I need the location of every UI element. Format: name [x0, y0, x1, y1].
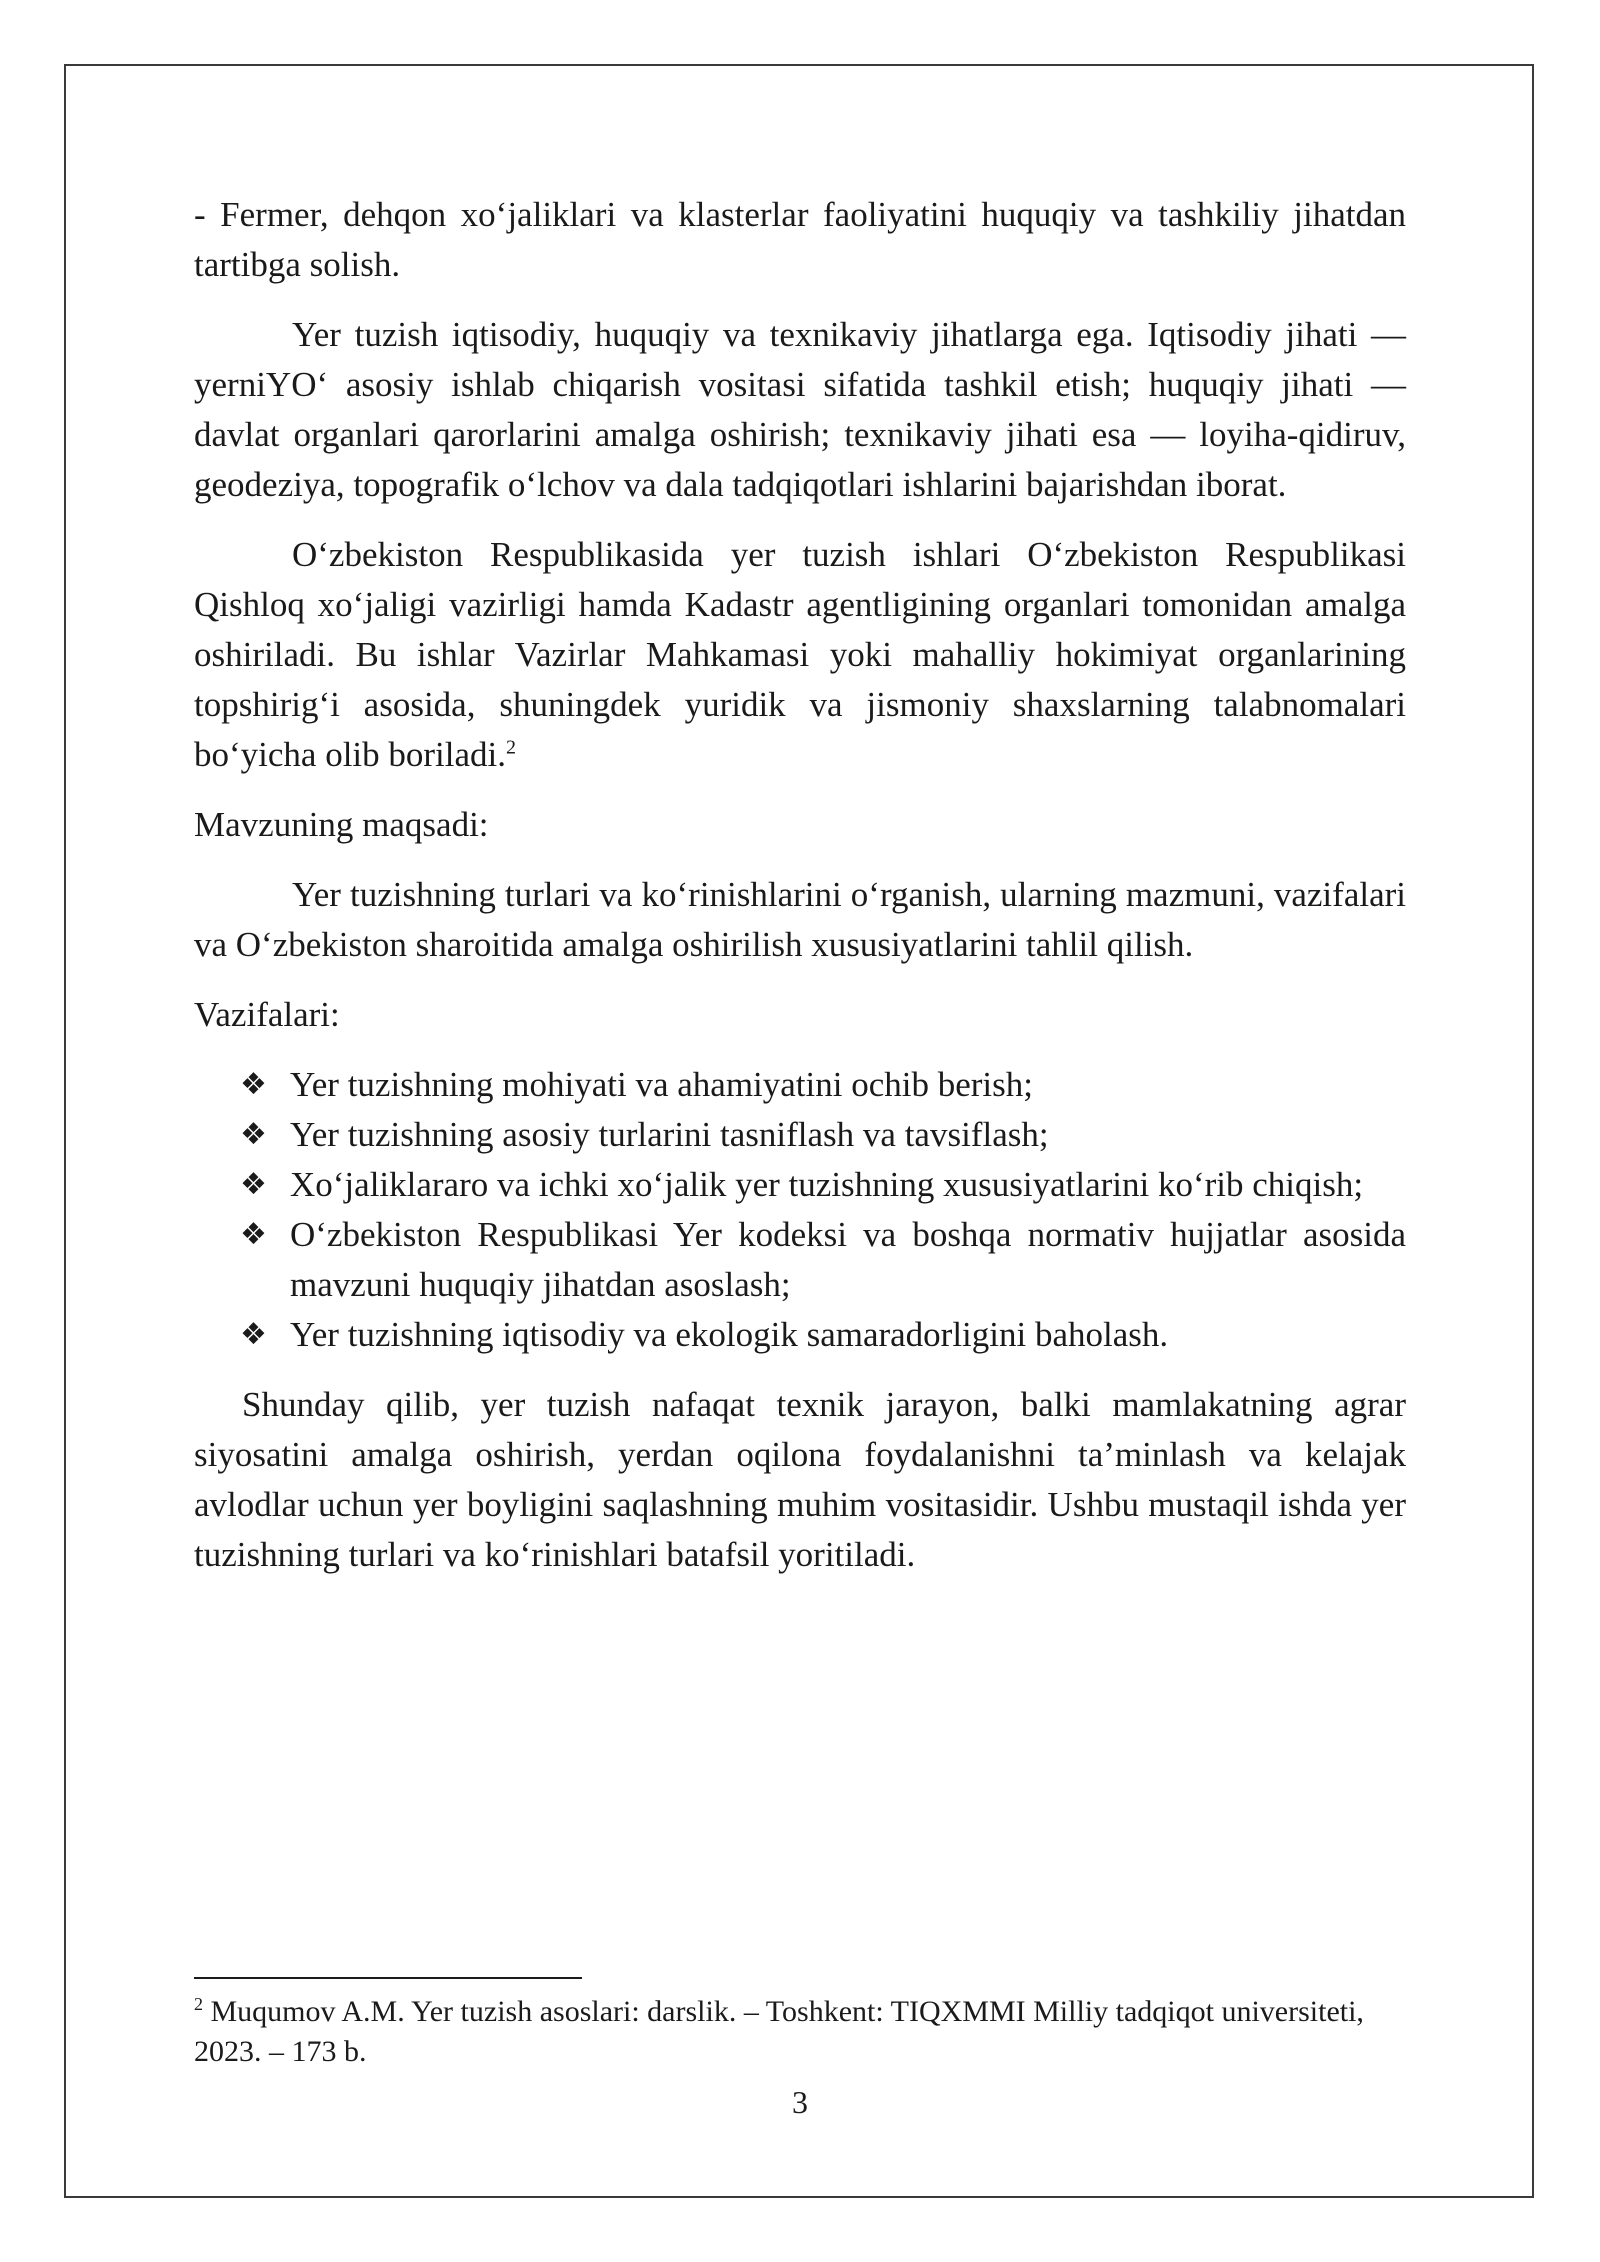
diamond-bullet-icon: ❖: [240, 1117, 267, 1152]
diamond-bullet-icon: ❖: [240, 1167, 267, 1202]
footnote-text: Muqumov A.M. Yer tuzish asoslari: darslik. – Toshkent: TIQXMMI Milliy tadqiqot universiteti, 2023. – 173 b.: [194, 1995, 1364, 2068]
paragraph-farmers: - Fermer, dehqon xo‘jaliklari va klasterlar faoliyatini huquqiy va tashkiliy jihatdan tartibga solish.: [194, 195, 1406, 284]
page-number: 3: [792, 2084, 808, 2120]
paragraph-conclusion: Shunday qilib, yer tuzish nafaqat texnik jarayon, balki mamlakatning agrar siyosatini amalga oshirish, yerdan oqilona foydalanishni ta’minlash va kelajak avlodlar uchun yer boyligini saqlashning muhim vositasidir. Ushbu mustaqil ishda yer tuzishning turlari va ko‘rinishlari batafsil yoritiladi.: [194, 1385, 1406, 1574]
task-list: [194, 1060, 1406, 1360]
list-item: [240, 1110, 1406, 1160]
list-item-text: Yer tuzishning mohiyati va ahamiyatini ochib berish;: [290, 1065, 1033, 1104]
heading-tasks: Vazifalari:: [194, 995, 340, 1034]
paragraph-goal: Yer tuzishning turlari va ko‘rinishlarini o‘rganish, ularning mazmuni, vazifalari va O‘zbekiston sharoitida amalga oshirilish xususiyatlarini tahlil qilish.: [194, 875, 1406, 964]
paragraph-aspects: Yer tuzish iqtisodiy, huquqiy va texnikaviy jihatlarga ega. Iqtisodiy jihati — yerniYO‘ asosiy ishlab chiqarish vositasi sifatida tashkil etish; huquqiy jihati — davlat organlari qarorlarini amalga oshirish; texnikaviy jihati esa — loyiha-qidiruv, geodeziya, topografik o‘lchov va dala tadqiqotlari ishlarini bajarishdan iborat.: [194, 315, 1406, 504]
list-item: [240, 1310, 1406, 1360]
paragraph-organizations-text: O‘zbekiston Respublikasida yer tuzish ishlari O‘zbekiston Respublikasi Qishloq xo‘jaligi vazirligi hamda Kadastr agentligining organlari tomonidan amalga oshiriladi. Bu ishlar Vazirlar Mahkamasi yoki mahalliy hokimiyat organlarining topshirig‘i asosida, shuningdek yuridik va jismoniy shaxslarning talabnomalari bo‘yicha olib boriladi.: [194, 535, 1406, 774]
list-item-text: Yer tuzishning asosiy turlarini tasniflash va tavsiflash;: [290, 1115, 1049, 1154]
list-item-text: O‘zbekiston Respublikasi Yer kodeksi va boshqa normativ hujjatlar asosida mavzuni huquqiy jihatdan asoslash;: [290, 1215, 1406, 1304]
list-item-text: Yer tuzishning iqtisodiy va ekologik samaradorligini baholash.: [290, 1315, 1169, 1354]
footnote: [194, 1992, 1406, 2072]
footnote-separator: [194, 1977, 582, 1979]
list-item: [240, 1060, 1406, 1110]
list-item: [240, 1160, 1406, 1210]
heading-goal: Mavzuning maqsadi:: [194, 805, 489, 844]
diamond-bullet-icon: ❖: [240, 1317, 267, 1352]
diamond-bullet-icon: ❖: [240, 1067, 267, 1102]
footnote-reference[interactable]: 2: [506, 736, 517, 759]
paragraph-organizations: [194, 530, 1406, 780]
list-item-text: Xo‘jaliklararo va ichki xo‘jalik yer tuzishning xususiyatlarini ko‘rib chiqish;: [290, 1165, 1364, 1204]
footnote-number: 2: [194, 1994, 203, 2014]
diamond-bullet-icon: ❖: [240, 1217, 267, 1252]
list-item: [240, 1210, 1406, 1310]
document-body: [194, 190, 1406, 1600]
